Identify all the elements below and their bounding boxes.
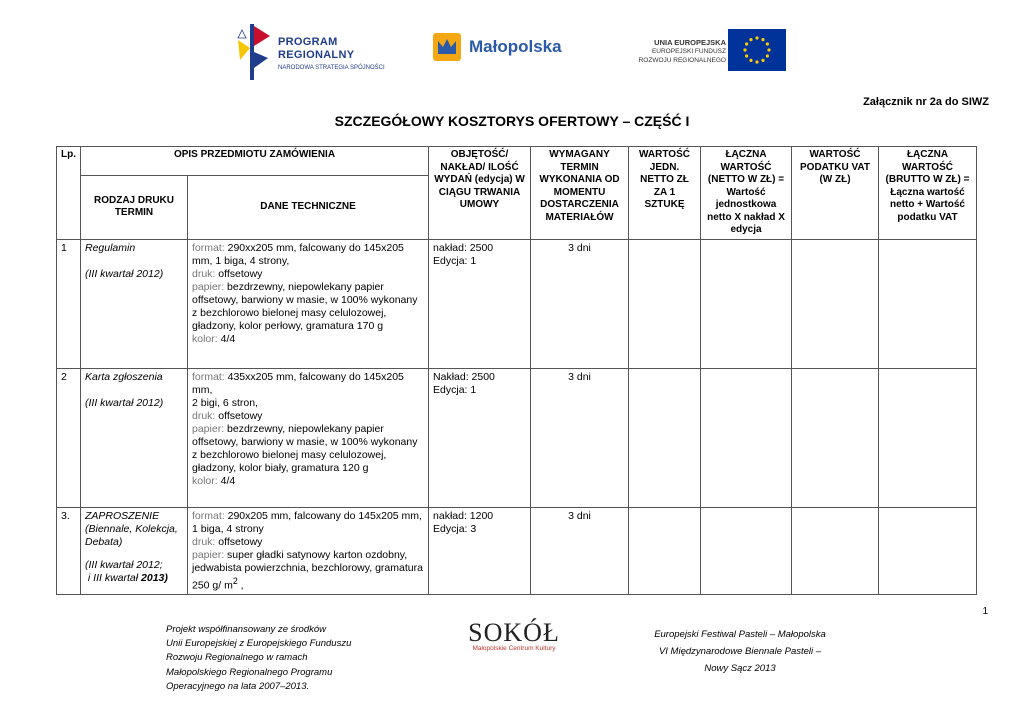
row-dane	[188, 239, 429, 368]
row-rodzaj	[81, 239, 188, 368]
row-papier-end: ,	[237, 579, 244, 591]
footer-funding-note	[166, 623, 351, 694]
row-wartosc-jedn-cell[interactable]	[629, 368, 701, 507]
eu-star-icon	[745, 42, 748, 45]
row-laczna-netto-cell[interactable]	[701, 368, 792, 507]
row-edycja: Edycja: 1	[433, 383, 477, 396]
program-regionalny-logo	[236, 22, 396, 84]
header-objetosc: OBJĘTOŚĆ/ NAKŁAD/ ILOŚĆ WYDAŃ (edycja) W CIĄGU TRWANIA UMOWY	[429, 147, 531, 240]
row-format: 435xx205 mm, falcowany do 145x205 mm,	[192, 370, 404, 396]
footer-left-line: Operacyjnego na lata 2007–2013.	[166, 680, 310, 692]
eu-star-icon	[743, 48, 746, 51]
table-row	[57, 507, 977, 595]
row-druk: offsetowy	[218, 409, 263, 422]
row-laczna-brutto-cell[interactable]	[879, 507, 977, 595]
program-logo-line3: NARODOWA STRATEGIA SPÓJNOŚCI	[278, 65, 385, 71]
program-logo-line2: REGIONALNY	[278, 49, 355, 61]
footer-right-line: Nowy Sącz 2013	[704, 663, 776, 674]
row-papier: super gładki satynowy karton ozdobny, jedwabista powierzchnia, bezchlorowy, gramatura 250 g/ m	[192, 548, 423, 591]
malopolska-logo	[432, 32, 572, 64]
header-dane: DANE TECHNICZNE	[188, 176, 429, 240]
row-czas: 3 dni	[531, 239, 629, 368]
page-title: SZCZEGÓŁOWY KOSZTORYS OFERTOWY – CZĘŚĆ I	[334, 113, 690, 129]
cost-estimate-table	[56, 146, 977, 595]
table-row	[57, 239, 977, 368]
footer-right-line: VI Międzynarodowe Biennale Pasteli –	[658, 646, 822, 657]
header-wartosc-jedn: WARTOŚĆ JEDN. NETTO ZŁ ZA 1 SZTUKĘ	[629, 147, 701, 240]
header-lp: Lp.	[57, 147, 81, 240]
eu-star-icon	[749, 38, 752, 41]
eu-logo-line3: ROZWOJU REGIONALNEGO	[638, 57, 726, 64]
row-papier: bezdrzewny, niepowlekany papier offsetowy, barwiony w masie, w 100% wykonany z bezchlorowo bielonej masy celulozowej, gładzony, kolor biały, gramatura 120 g	[192, 422, 418, 474]
label-druk: druk:	[192, 535, 216, 548]
row-dane	[188, 368, 429, 507]
page-number: 1	[982, 606, 988, 617]
eu-logo-line1: UNIA EUROPEJSKA	[654, 38, 726, 47]
eu-star-icon	[755, 36, 758, 39]
row-podatek-cell[interactable]	[792, 239, 879, 368]
label-format: format:	[192, 509, 225, 522]
annex-label: Załącznik nr 2a do SIWZ	[863, 96, 989, 108]
program-logo-line1: PROGRAM	[278, 36, 338, 48]
row-druk: offsetowy	[218, 267, 263, 280]
header-opis: OPIS PRZEDMIOTU ZAMÓWIENIA	[81, 147, 429, 176]
row-laczna-brutto-cell[interactable]	[879, 239, 977, 368]
row-podatek-cell[interactable]	[792, 507, 879, 595]
row-lp: 1	[57, 239, 81, 368]
row-termin: (III kwartał 2012;	[85, 558, 163, 571]
row-format: 290xx205 mm, falcowany do 145x205 mm, 1 biga, 4 strony,	[192, 241, 404, 267]
footer-left-line: Projekt współfinansowany ze środków	[166, 624, 326, 635]
row-laczna-brutto-cell[interactable]	[879, 368, 977, 507]
label-format: format:	[192, 241, 225, 254]
label-papier: papier:	[192, 280, 225, 293]
row-termin2-year: 2013)	[141, 571, 168, 584]
row-naklad: Nakład: 2500	[433, 370, 495, 383]
malopolska-crown-icon	[432, 32, 462, 62]
row-kolor: 4/4	[220, 332, 236, 345]
row-laczna-netto-cell[interactable]	[701, 507, 792, 595]
row-kolor: 4/4	[220, 474, 236, 487]
eu-star-icon	[745, 54, 748, 57]
row-rodzaj	[81, 368, 188, 507]
row-objetosc	[429, 368, 531, 507]
row-papier: bezdrzewny, niepowlekany papier offsetowy, barwiony w masie, w 100% wykonany z bezchlorowo bielonej masy celulozowej, gładzony, kolor perłowy, gramatura 170 g	[192, 280, 418, 332]
eu-logo	[620, 28, 790, 74]
malopolska-logo-text: Małopolska	[469, 37, 562, 56]
eu-star-icon	[755, 60, 758, 63]
row-format: 290x205 mm, falcowany do 145x205 mm, 1 biga, 4 strony	[192, 509, 422, 535]
row-termin: (III kwartał 2012)	[85, 267, 164, 280]
footer-festival-note	[640, 626, 840, 677]
row-czas: 3 dni	[531, 507, 629, 595]
row-naklad: nakład: 2500	[433, 241, 494, 254]
eu-star-icon	[767, 48, 770, 51]
header-laczna-netto: ŁĄCZNA WARTOŚĆ (NETTO W ZŁ) = Wartość jednostkowa netto X nakład X edycja	[701, 147, 792, 240]
row-objetosc	[429, 239, 531, 368]
header-laczna-brutto: ŁĄCZNA WARTOŚĆ (BRUTTO W ZŁ) = Łączna wartość netto + Wartość podatku VAT	[879, 147, 977, 240]
row-czas: 3 dni	[531, 368, 629, 507]
eu-star-icon	[761, 38, 764, 41]
header-podatek: WARTOŚĆ PODATKU VAT (W ZŁ)	[792, 147, 879, 240]
header-termin: WYMAGANY TERMIN WYKONANIA OD MOMENTU DOSTARCZENIA MATERIAŁÓW	[531, 147, 629, 240]
row-objetosc	[429, 507, 531, 595]
row-lp: 2	[57, 368, 81, 507]
row-edycja: Edycja: 3	[433, 522, 477, 535]
eu-star-icon	[766, 42, 769, 45]
footer-left-line: Małopolskiego Regionalnego Programu	[166, 666, 333, 678]
eu-star-icon	[749, 59, 752, 62]
row-dane	[188, 507, 429, 595]
label-format: format:	[192, 370, 225, 383]
row-edycja: Edycja: 1	[433, 254, 477, 267]
footer-left-line: Unii Europejskiej z Europejskiego Funduszu	[166, 638, 352, 650]
eu-logo-line2: EUROPEJSKI FUNDUSZ	[651, 48, 726, 55]
footer-left-line: Rozwoju Regionalnego w ramach	[166, 652, 308, 664]
row-wartosc-jedn-cell[interactable]	[629, 507, 701, 595]
label-druk: druk:	[192, 267, 216, 280]
header-rodzaj: RODZAJ DRUKU TERMIN	[81, 176, 188, 240]
row-termin2-pre: i III kwartał	[87, 571, 142, 584]
label-papier: papier:	[192, 422, 225, 435]
label-druk: druk:	[192, 409, 216, 422]
row-papier-sup: 2	[232, 575, 238, 586]
row-naklad: nakład: 1200	[433, 509, 494, 522]
eu-flag-icon	[728, 29, 786, 71]
program-regionalny-flag-icon	[236, 22, 270, 82]
label-kolor: kolor:	[192, 332, 218, 345]
row-wartosc-jedn-cell[interactable]	[629, 239, 701, 368]
row-laczna-netto-cell[interactable]	[701, 239, 792, 368]
row-termin: (III kwartał 2012)	[85, 396, 164, 409]
row-rodzaj-name: Regulamin	[85, 241, 136, 254]
label-papier: papier:	[192, 548, 225, 561]
sokol-logo-subtitle: Małopolskie Centrum Kultury	[472, 645, 556, 652]
table-row	[57, 368, 977, 507]
row-format2: 2 bigi, 6 stron,	[192, 396, 258, 409]
eu-star-icon	[761, 59, 764, 62]
eu-star-icon	[766, 54, 769, 57]
row-rodzaj-name: ZAPROSZENIE	[85, 509, 160, 522]
row-rodzaj	[81, 507, 188, 595]
row-podatek-cell[interactable]	[792, 368, 879, 507]
footer-right-line: Europejski Festiwal Pasteli – Małopolska	[654, 629, 826, 640]
sokol-logo	[464, 618, 564, 652]
row-rodzaj-name: Karta zgłoszenia	[85, 370, 163, 383]
row-lp: 3.	[57, 507, 81, 595]
row-druk: offsetowy	[218, 535, 263, 548]
sokol-logo-name: SOKÓŁ	[468, 618, 560, 647]
row-rodzaj-sub: (Biennale, Kolekcja, Debata)	[85, 522, 178, 548]
label-kolor: kolor:	[192, 474, 218, 487]
